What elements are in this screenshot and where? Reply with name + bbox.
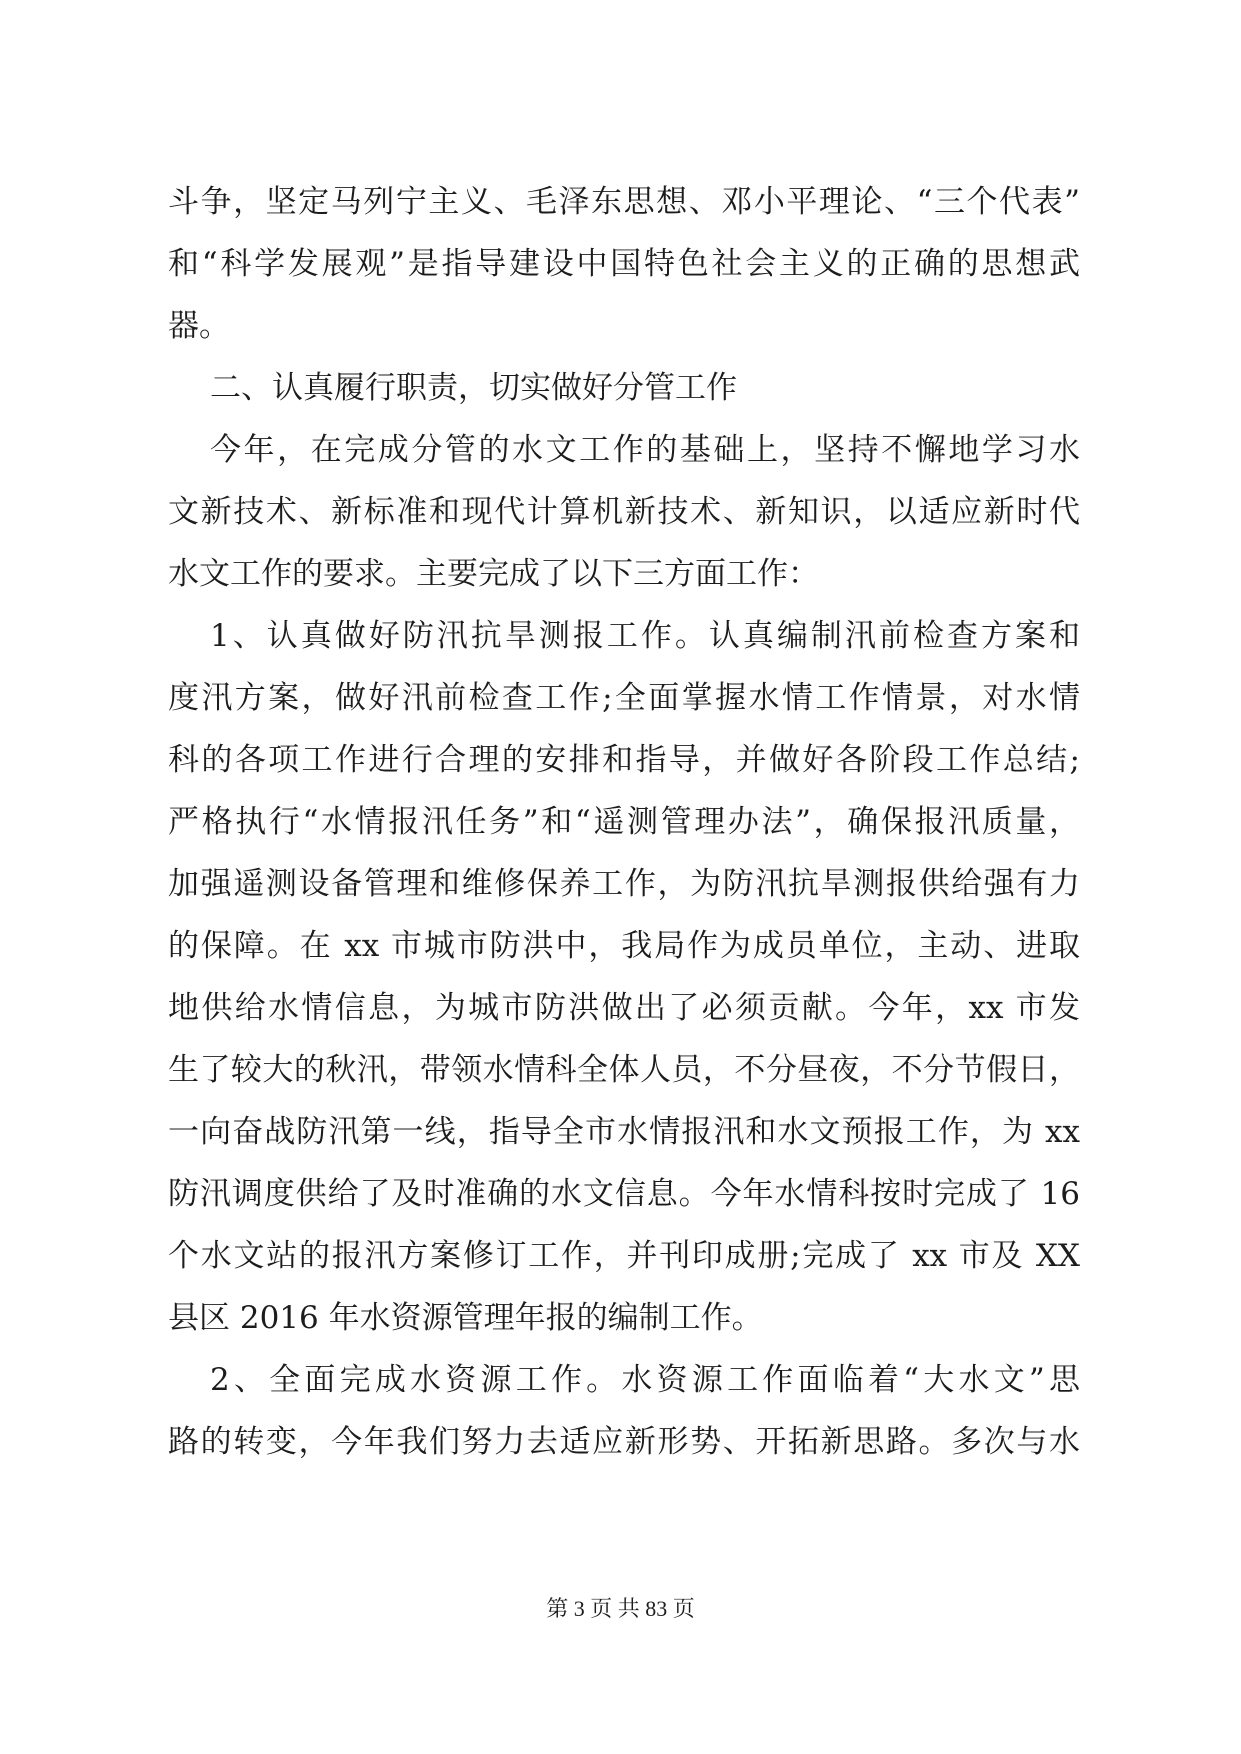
- page-footer: 第 3 页 共 83 页: [546, 1596, 695, 1621]
- text-line: 生了较大的秋汛，带领水情科全体人员，不分昼夜，不分节假日，: [168, 1052, 1080, 1088]
- text-line: 水文工作的要求。主要完成了以下三方面工作：: [168, 556, 819, 592]
- text-line: 地供给水情信息，为城市防洪做出了必须贡献。今年，xx 市发: [168, 990, 1080, 1026]
- text-line: 斗争，坚定马列宁主义、毛泽东思想、邓小平理论、“三个代表”: [168, 184, 1080, 220]
- text-line: 度汛方案，做好汛前检查工作;全面掌握水情工作情景，对水情: [168, 680, 1080, 716]
- text-line: 科的各项工作进行合理的安排和指导，并做好各阶段工作总结;: [168, 742, 1080, 778]
- text-line: 的保障。在 xx 市城市防洪中，我局作为成员单位，主动、进取: [168, 928, 1080, 964]
- text-line: 严格执行“水情报汛任务”和“遥测管理办法”，确保报汛质量，: [168, 804, 1080, 840]
- text-line: 县区 2016 年水资源管理年报的编制工作。: [168, 1300, 763, 1336]
- text-line: 2、全面完成水资源工作。水资源工作面临着“大水文”思: [210, 1362, 1080, 1398]
- text-line: 1、认真做好防汛抗旱测报工作。认真编制汛前检查方案和: [210, 618, 1080, 654]
- text-line: 二、认真履行职责，切实做好分管工作: [210, 370, 737, 406]
- text-line: 今年，在完成分管的水文工作的基础上，坚持不懈地学习水: [210, 432, 1080, 468]
- text-line: 个水文站的报汛方案修订工作，并刊印成册;完成了 xx 市及 XX: [168, 1238, 1080, 1274]
- text-line: 和“科学发展观”是指导建设中国特色社会主义的正确的思想武: [168, 246, 1080, 282]
- text-line: 文新技术、新标准和现代计算机新技术、新知识，以适应新时代: [168, 494, 1080, 530]
- text-line: 一向奋战防汛第一线，指导全市水情报汛和水文预报工作，为 xx: [168, 1114, 1080, 1150]
- text-line: 器。: [168, 308, 230, 344]
- text-line: 防汛调度供给了及时准确的水文信息。今年水情科按时完成了 16: [168, 1176, 1080, 1212]
- text-line: 加强遥测设备管理和维修保养工作，为防汛抗旱测报供给强有力: [168, 866, 1080, 902]
- text-line: 路的转变，今年我们努力去适应新形势、开拓新思路。多次与水: [168, 1424, 1080, 1460]
